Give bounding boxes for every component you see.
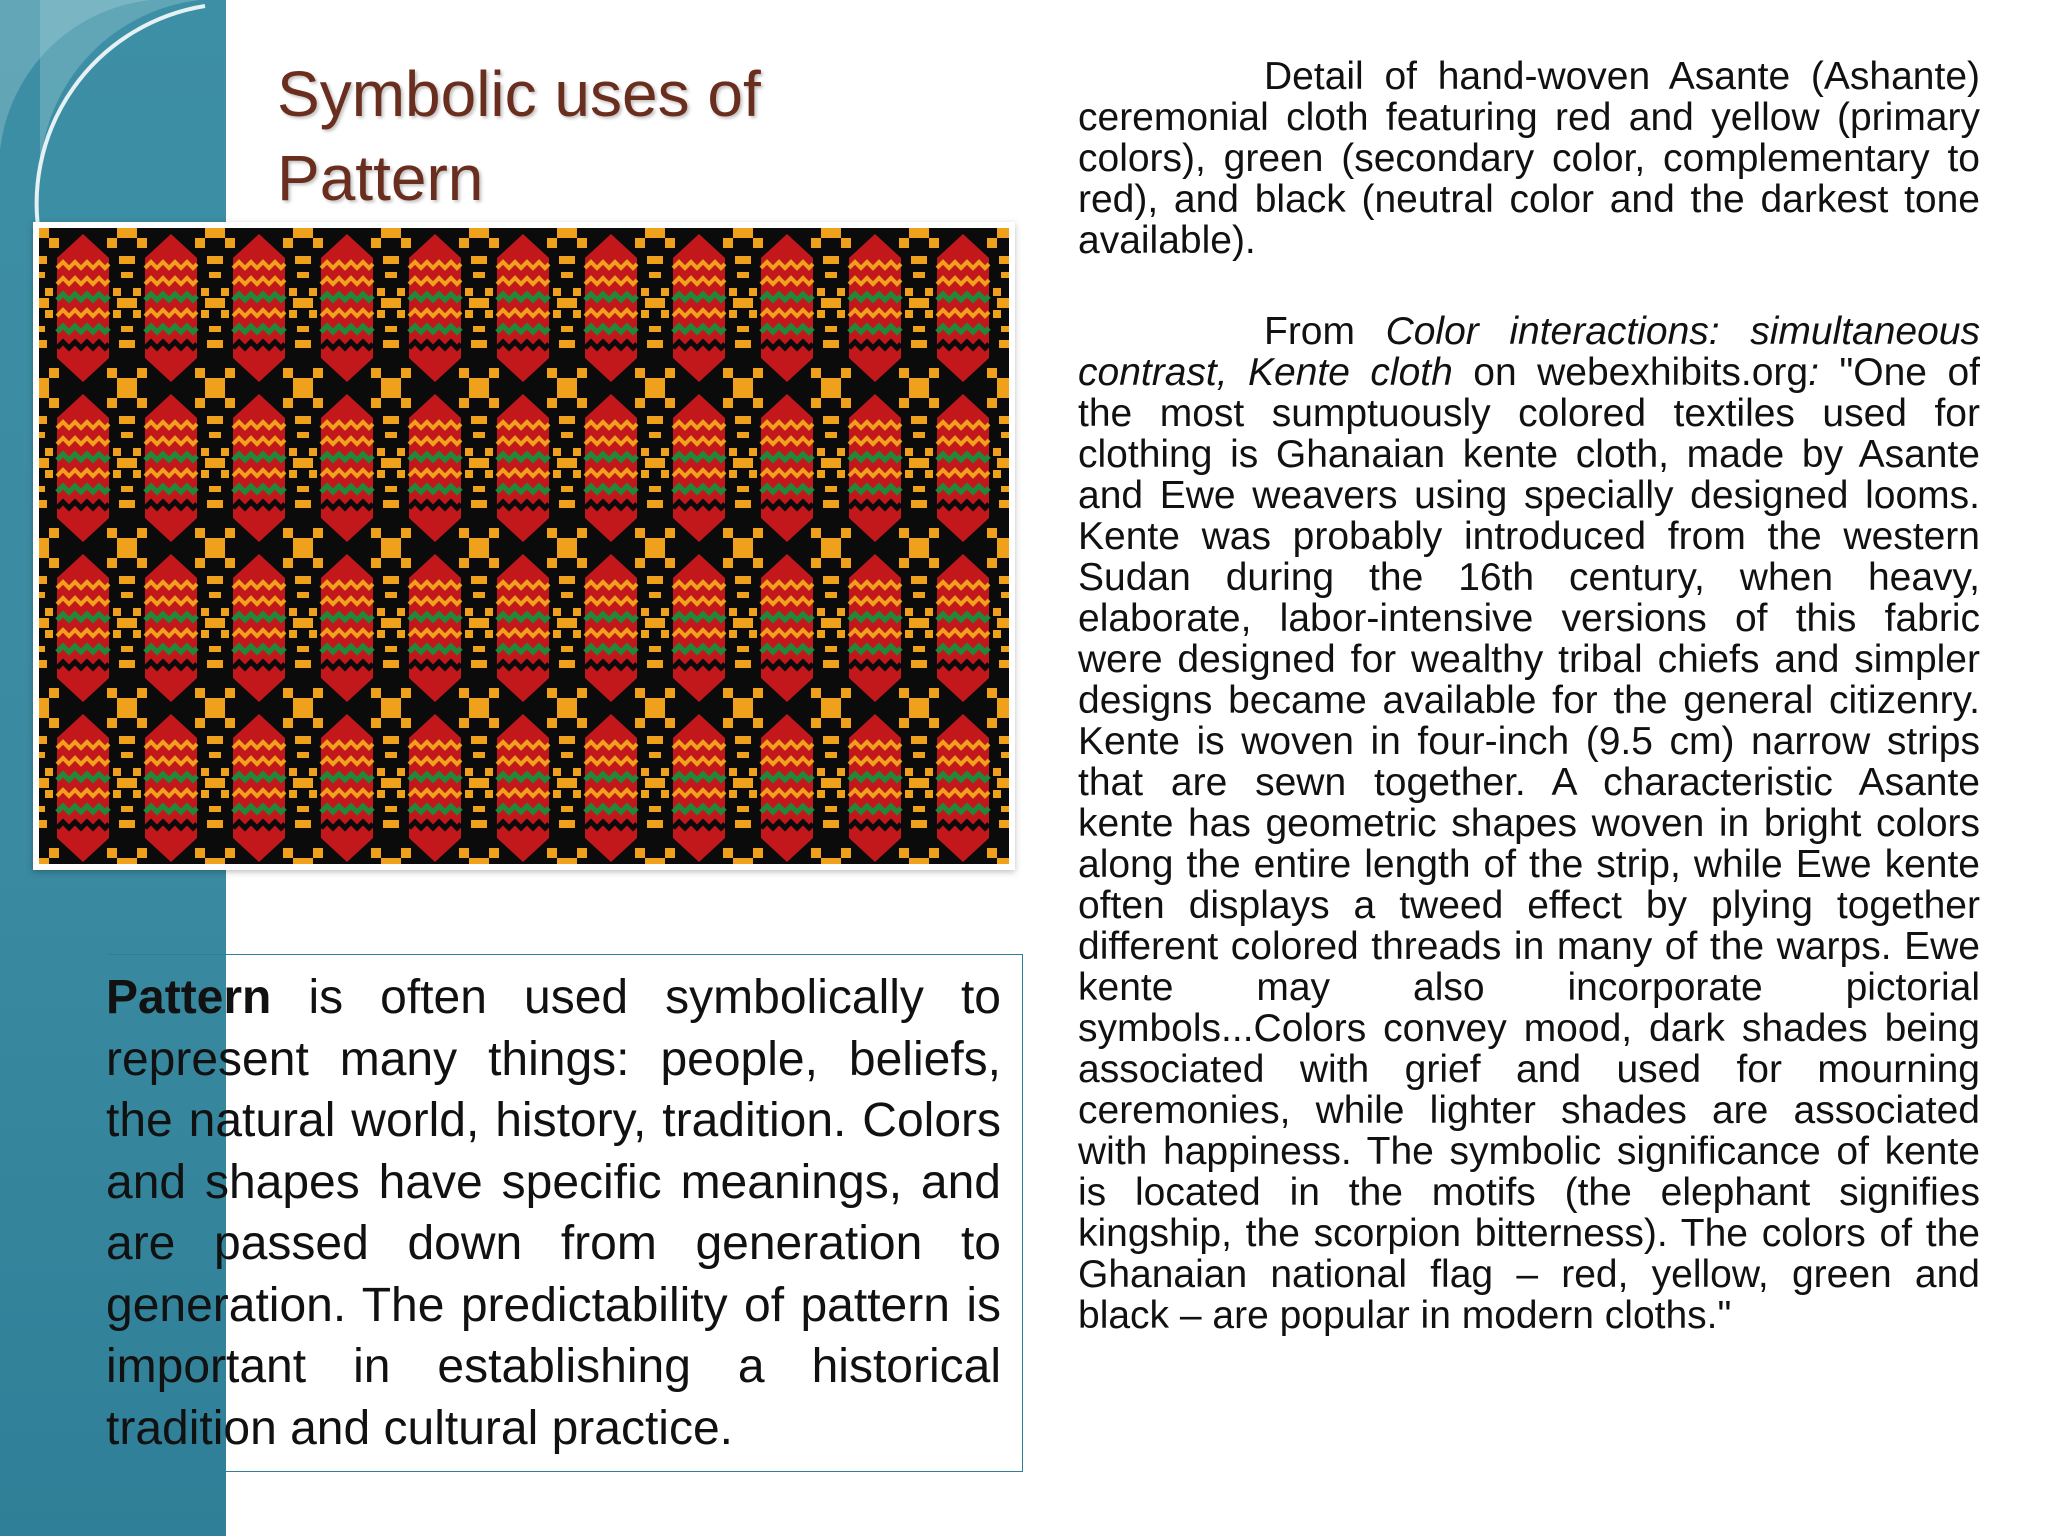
quote-source-colon: : [1808, 351, 1819, 394]
caption-paragraph-quote [1078, 311, 1980, 1336]
quote-source-prefix: From [1264, 310, 1386, 353]
quote-body: "One of the most sumptuously colored textiles used for clothing is Ghanaian kente cloth, made by Asante and Ewe weavers using specially designed looms. Kente was probably introduced from the western Sudan during the 16th century, when heavy, elaborate, labor-intensive versions of this fabric were designed for wealthy tribal chiefs and simpler designs became available for the general citizenry. Kente is woven in four-inch (9.5 cm) narrow strips that are sewn together. A characteristic Asante kente has geometric shapes woven in bright colors along the entire length of the strip, while Ewe kente often displays a tweed effect by plying together different colored threads in many of the warps. Ewe kente may also incorporate pictorial symbols...Colors convey mood, dark shades being associated with grief and used for mourning ceremonies, while lighter shades are associated with happiness. The symbolic significance of kente is located in the motifs (the elephant signifies kingship, the scorpion bitterness). The colors of the Ghanaian national flag – red, yellow, green and black – are popular in modern cloths." [1078, 351, 1980, 1337]
pattern-keyword: Pattern [106, 971, 272, 1024]
corner-arc-decoration [0, 0, 300, 240]
slide-title: Symbolic uses of Pattern [277, 58, 761, 214]
quote-source-title: Color interactions: simultaneous contrast, Kente cloth [1078, 310, 1980, 394]
image-caption [1078, 56, 1980, 1336]
pattern-explanation [106, 967, 1001, 1459]
caption-paragraph-description: Detail of hand-woven Asante (Ashante) ceremonial cloth featuring red and yellow (primary colors), green (secondary color, complementary to red), and black (neutral color and the darkest tone available). [1078, 55, 1980, 262]
pattern-explanation-body: is often used symbolically to represent many things: people, beliefs, the natural world, history, tradition. Colors and shapes have specific meanings, and are passed down from generation to generation. The predictability of pattern is important in establishing a historical tradition and cultural practice. [106, 971, 1001, 1455]
kente-pattern-graphic [39, 228, 1009, 864]
kente-cloth-image [33, 222, 1015, 870]
quote-source-site: on webexhibits.org [1452, 351, 1809, 394]
